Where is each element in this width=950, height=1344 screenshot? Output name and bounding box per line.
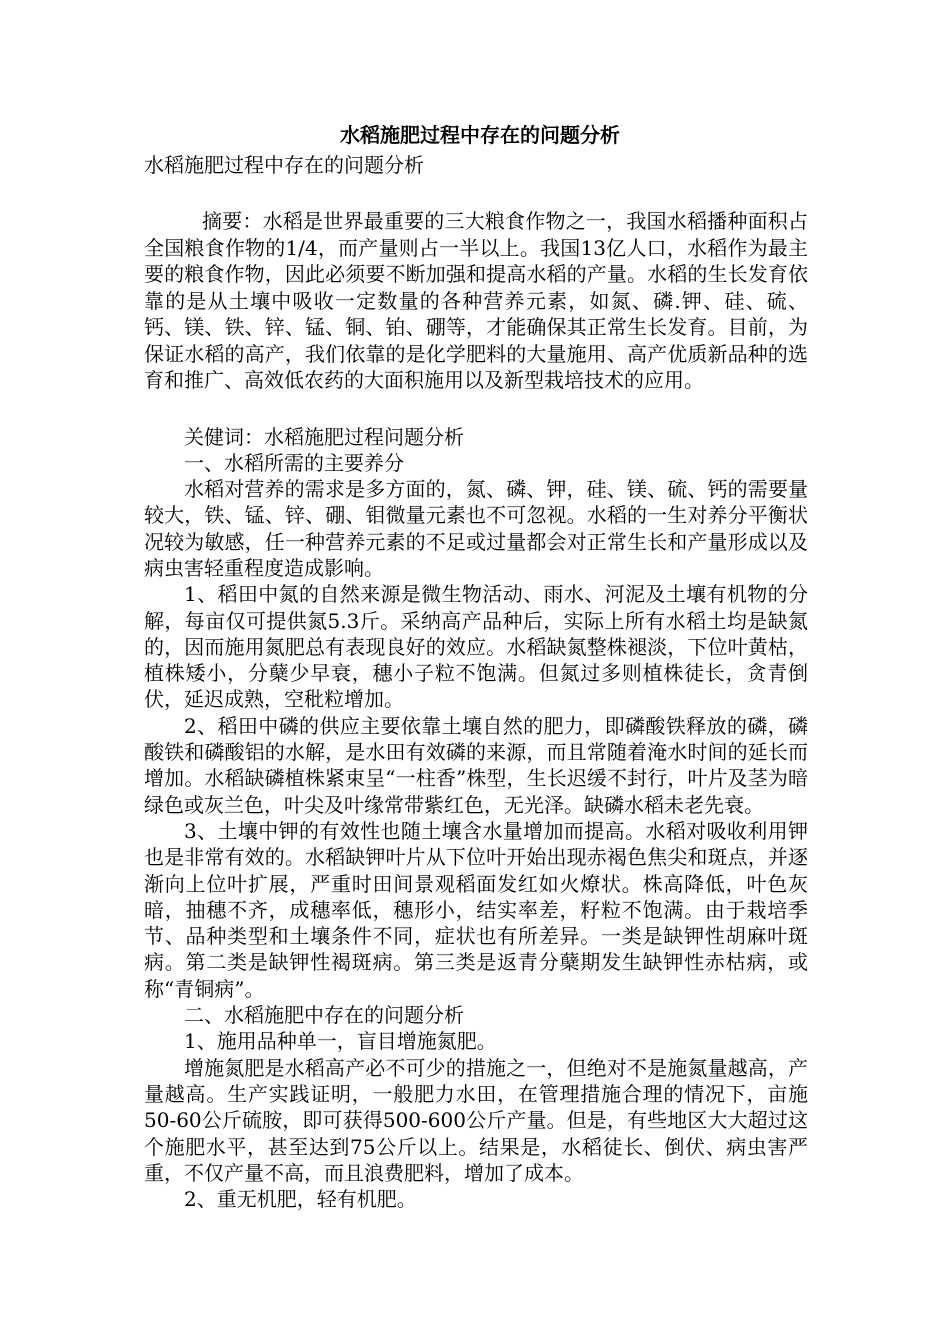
document-subtitle: 水稻施肥过程中存在的问题分析 <box>144 153 424 177</box>
body-paragraph: 增施氮肥是水稻高产必不可少的措施之一，但绝对不是施氮量越高，产量越高。生产实践证明，一般肥力水田，在管理措施合理的情况下，亩施50-60公斤硫胺，即可获得500-600公斤产量。但是，有些地区大大超过这个施肥水平，甚至达到75公斤以上。结果是，水稻徒长、倒伏、病虫害严重，不仅产量不高，而且浪费肥料，增加了成本。 <box>144 1055 808 1185</box>
abstract-paragraph: 摘要：水稻是世界最重要的三大粮食作物之一，我国水稻播种面积占全国粮食作物的1/4，而产量则占一半以上。我国13亿人口，水稻作为最主要的粮食作物，因此必须要不断加强和提高水稻的产量。水稻的生长发育依靠的是从土壤中吸收一定数量的各种营养元素，如氮、磷.钾、硅、硫、钙、镁、铁、锌、锰、铜、铂、硼等，才能确保其正常生长发育。目前，为保证水稻的高产，我们依靠的是化学肥料的大量施用、高产优质新品种的选育和推广、高效低农药的大面积施用以及新型栽培技术的应用。 <box>144 209 808 392</box>
subheading-item: 1、施用品种单一，盲目增施氮肥。 <box>184 1029 497 1054</box>
spacer <box>144 394 808 424</box>
body-paragraph: 水稻对营养的需求是多方面的，氮、磷、钾，硅、镁、硫、钙的需要量较大，铁、锰、锌、硼、钼微量元素也不可忽视。水稻的一生对养分平衡状况较为敏感，任一种营养元素的不足或过量都会对正常生长和产量形成以及病虫害轻重程度造成影响。 <box>144 477 808 580</box>
section-heading-problems: 二、水稻施肥中存在的问题分析 <box>184 1003 464 1028</box>
document-title: 水稻施肥过程中存在的问题分析 <box>340 123 620 147</box>
subheading-item: 2、重无机肥，轻有机肥。 <box>184 1187 417 1212</box>
spacer <box>144 180 808 208</box>
section-heading-nutrients: 一、水稻所需的主要养分 <box>184 450 404 475</box>
body-paragraph: 1、稻田中氮的自然来源是微生物活动、雨水、河泥及土壤有机物的分解，每亩仅可提供氮5.3斤。采纳高产品种后，实际上所有水稻土均是缺氮的，因而施用氮肥总有表现良好的效应。水稻缺氮整株褪淡，下位叶黄枯，植株矮小，分蘖少早衰，穗小子粒不饱满。但氮过多则植株徒长，贪青倒伏，延迟成熟，空秕粒增加。 <box>144 582 808 712</box>
document-page <box>144 120 808 1212</box>
keywords-line: 关健词：水稻施肥过程问题分析 <box>184 424 464 449</box>
body-paragraph: 2、稻田中磷的供应主要依靠土壤自然的肥力，即磷酸铁释放的磷，磷酸铁和磷酸铝的水解，是水田有效磷的来源，而且常随着淹水时间的延长而增加。水稻缺磷植株紧束呈“一柱香”株型，生长迟缓不封行，叶片及茎为暗绿色或灰兰色，叶尖及叶缘常带紫红色，无光泽。缺磷水稻未老先衰。 <box>144 713 808 817</box>
body-paragraph: 3、土壤中钾的有效性也随土壤含水量增加而提高。水稻对吸收利用钾也是非常有效的。水稻缺钾叶片从下位叶开始出现赤褐色焦尖和斑点，并逐渐向上位叶扩展，严重时田间景观稻面发红如火燎状。株高降低，叶色灰暗，抽穗不齐，成穗率低，穗形小，结实率差，籽粒不饱满。由于栽培季节、品种类型和土壤条件不同，症状也有所差异。一类是缺钾性胡麻叶斑病。第二类是缺钾性褐斑病。第三类是返青分蘖期发生缺钾性赤枯病，或称“青铜病”。 <box>144 818 808 1001</box>
